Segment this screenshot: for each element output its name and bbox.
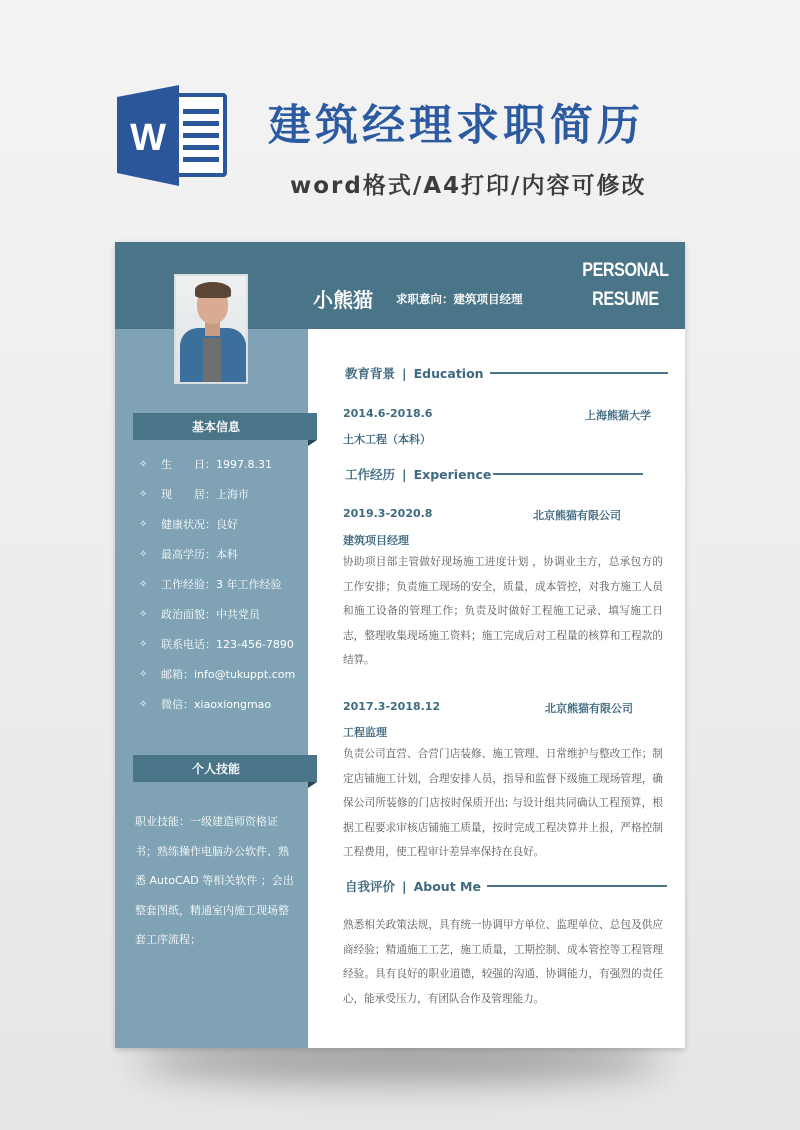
info-experience: ✧ 工作经验：3 年工作经验 [139,578,282,591]
heading-rule [490,372,668,374]
job-period: 2017.3-2018.12 [343,700,441,713]
promo-banner [0,0,800,230]
info-political: ✧ 政治面貌：中共党员 [139,608,260,621]
sparkle-bullet-icon: ✧ [139,548,148,560]
sparkle-bullet-icon: ✧ [139,668,148,680]
heading-rule [487,885,667,887]
job-intent: 求职意向：建筑项目经理 [396,292,523,306]
resume-label: RESUME [592,289,660,310]
basic-info-list [139,449,309,719]
info-phone: ✧ 联系电话：123-456-7890 [139,638,294,651]
word-icon [117,83,229,186]
personal-label: PERSONAL [582,260,669,281]
job-row [343,700,633,716]
basic-info-heading: 基本信息 [133,413,317,440]
education-row [343,407,651,423]
resume-page [115,242,685,1048]
education-major: 土木工程（本科） [343,433,431,446]
about-text: 熟悉相关政策法规，具有统一协调甲方单位、监理单位、总包及供应商经验；精通施工工艺，施工质量，工期控制、成本管控等工程管理经验。具有良好的职业道德，较强的沟通、协调能力，有强烈的责任心，能承受压力，有团队合作及管理能力。 [343,919,663,1005]
job-description: 负责公司直营、合营门店装修、施工管理、日常维护与整改工作；制定店铺施工计划，合理安排人员，指导和监督下级施工现场管理，确保公司所装修的门店按时保质开出; 与设计组共同确认工程预算，根据工程要求审核店铺施工质量，按时完成工程决算并上报，严格控制工程费用，使工程审计差异率保持在良好。 [343,748,663,858]
avatar-photo [174,274,248,384]
banner-title: 建筑经理求职简历 [268,101,644,151]
sparkle-bullet-icon: ✧ [139,458,148,470]
education-heading: 教育背景 | Education [345,364,668,382]
skills-heading: 个人技能 [133,755,317,782]
sparkle-bullet-icon: ✧ [139,518,148,530]
info-education: ✧ 最高学历：本科 [139,548,238,561]
heading-rule [493,473,643,475]
sparkle-bullet-icon: ✧ [139,638,148,650]
info-residence: ✧ 现 居：上海市 [139,488,249,501]
job-company: 北京熊猫有限公司 [533,509,621,522]
job-company: 北京熊猫有限公司 [545,702,633,715]
job-role: 工程监理 [343,726,387,739]
info-health: ✧ 健康状况：良好 [139,518,238,531]
about-heading: 自我评价 | About Me [345,877,667,895]
banner-subtitle: word格式/A4打印/内容可修改 [290,173,647,199]
education-period: 2014.6-2018.6 [343,407,433,420]
sparkle-bullet-icon: ✧ [139,578,148,590]
skills-text: 职业技能：一级建造师资格证书；熟练操作电脑办公软件、熟悉 AutoCAD 等相关软件 ；会出整套图纸，精通室内施工现场整套工序流程； [135,815,294,946]
education-school: 上海熊猫大学 [585,409,651,422]
info-wechat: ✧ 微信：xiaoxiongmao [139,698,272,711]
info-birthday: ✧ 生 日：1997.8.31 [139,458,272,471]
job-row [343,507,621,523]
candidate-name: 小熊猫 [313,288,373,312]
job-description: 协助项目部主管做好现场施工进度计划 ，协调业主方，总承包方的工作安排；负责施工现场的安全，质量，成本管控，对我方施工人员和施工设备的管理工作；负责及时做好工程施工记录、填写施工日志，整理收集现场施工资料；施工完成后对工程量的核算和工程款的结算。 [343,556,663,666]
experience-heading: 工作经历 | Experience [345,465,643,483]
personal-resume-label [583,256,669,314]
svg-text:W: W [130,117,166,159]
job-role: 建筑项目经理 [343,534,409,547]
sparkle-bullet-icon: ✧ [139,698,148,710]
info-email: ✧ 邮箱：info@tukuppt.com [139,668,296,681]
sparkle-bullet-icon: ✧ [139,608,148,620]
sparkle-bullet-icon: ✧ [139,488,148,500]
job-period: 2019.3-2020.8 [343,507,433,520]
